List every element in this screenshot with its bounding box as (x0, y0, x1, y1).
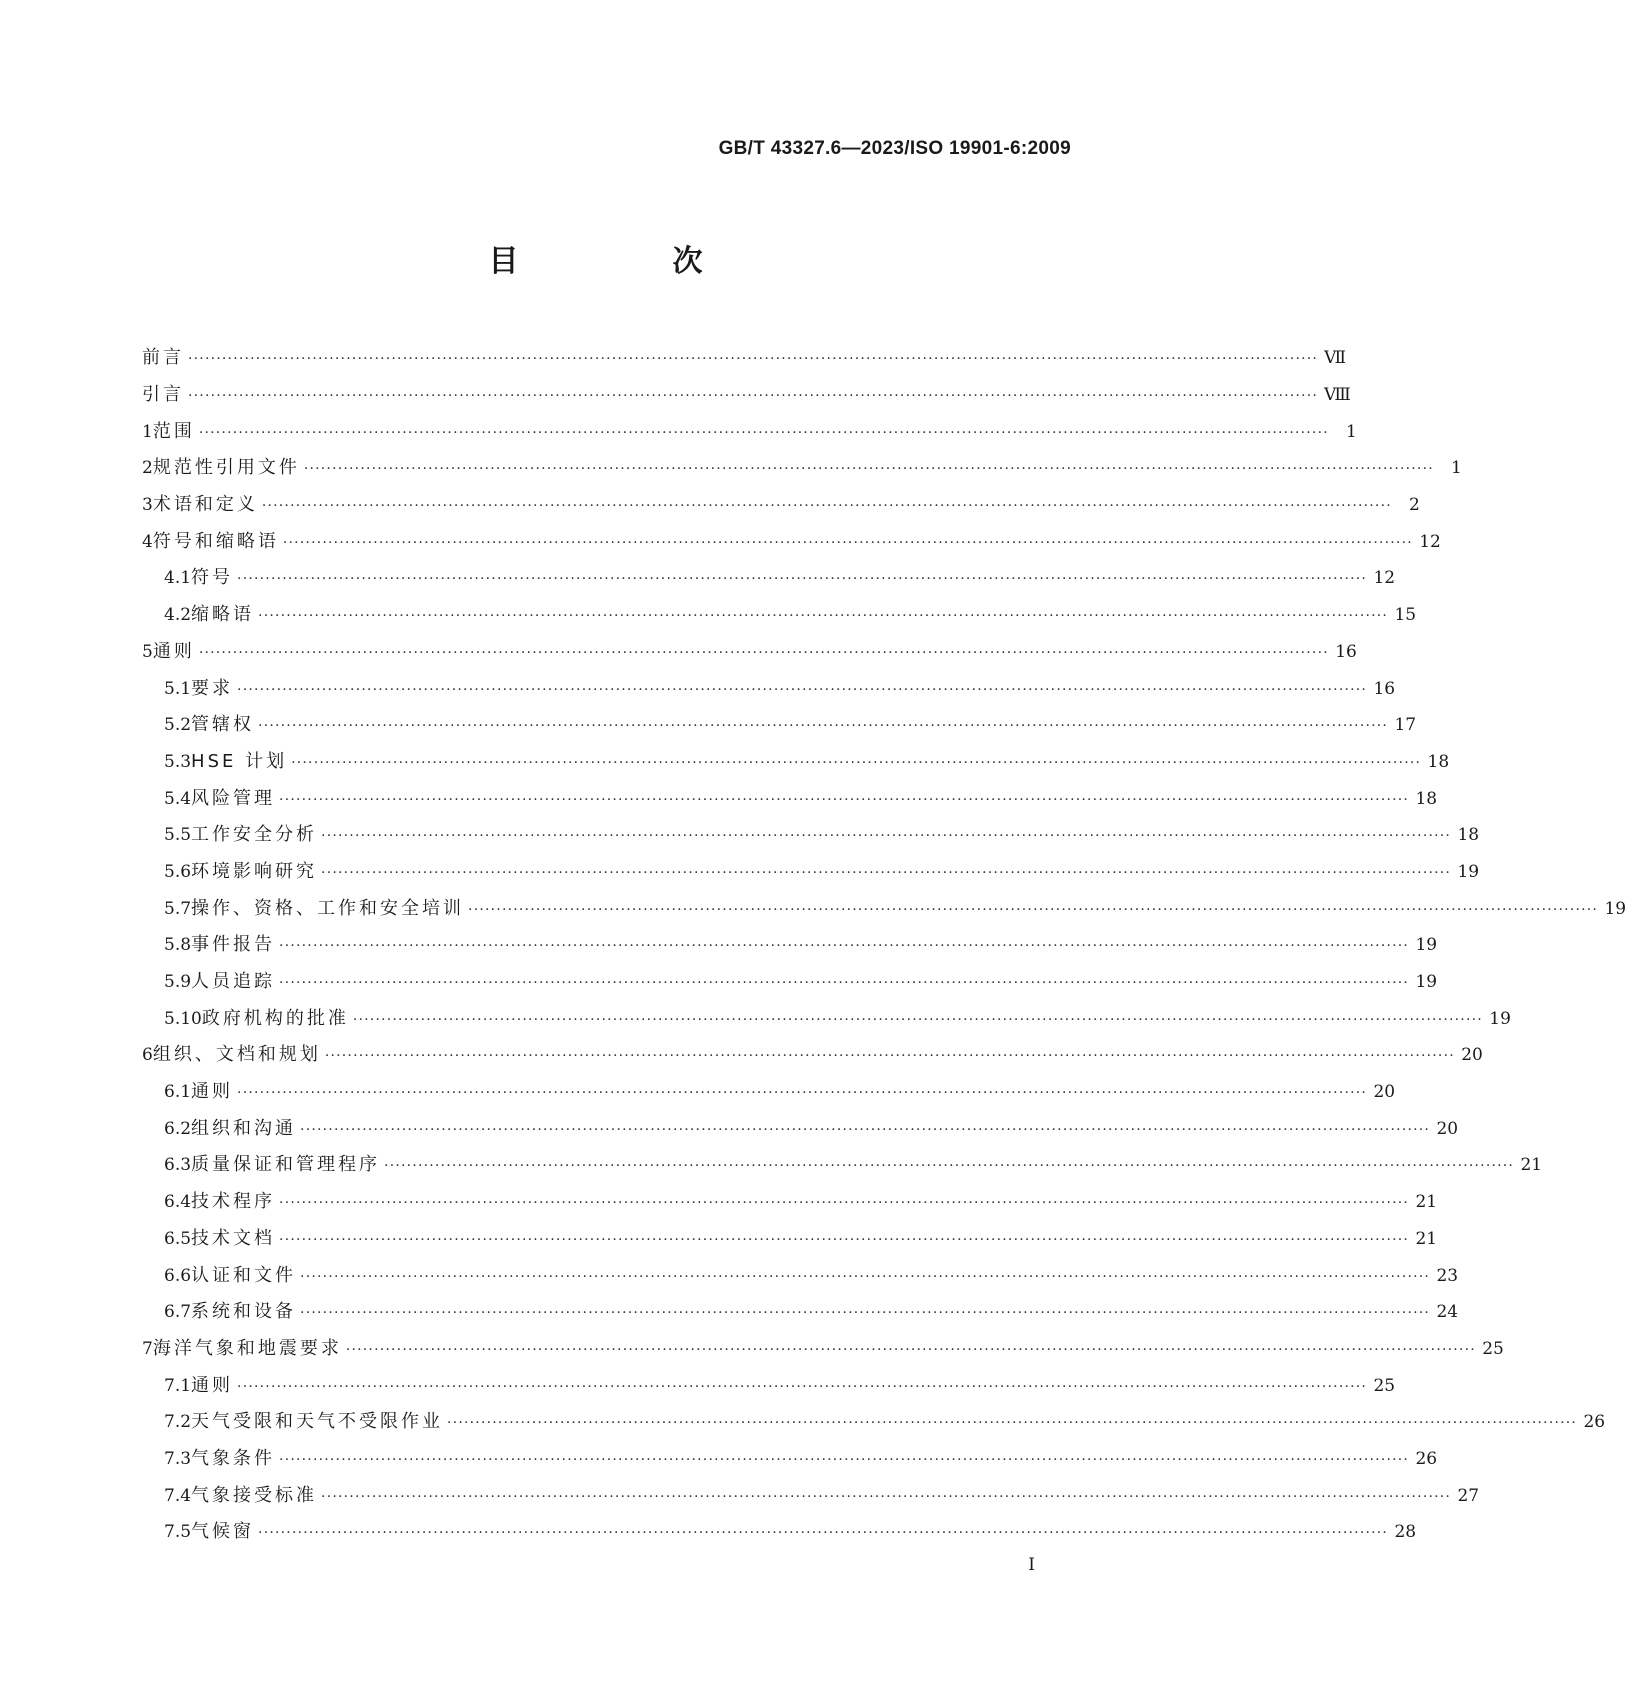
toc-entry-label: 要求 (191, 677, 234, 699)
toc-dot-leader: ········································································································································································································ (447, 1415, 1578, 1432)
toc-dot-leader: ········································································································································································································ (300, 1305, 1431, 1322)
toc-dot-leader: ········································································································································································································ (300, 1121, 1431, 1138)
toc-entry-page: Ⅷ (1324, 385, 1351, 406)
toc-entry-number: 5.8 (164, 935, 192, 956)
toc-entry-number: 6.7 (164, 1302, 192, 1323)
toc-entry-label: 气象接受标准 (191, 1484, 318, 1506)
toc-entry[interactable] (142, 377, 1351, 414)
toc-entry[interactable] (142, 780, 1438, 817)
toc-entry[interactable] (142, 1110, 1459, 1147)
toc-entry-label: 技术文档 (191, 1227, 276, 1249)
toc-entry-number: 6.1 (164, 1082, 192, 1103)
toc-dot-leader: ········································································································································································································ (384, 1158, 1515, 1175)
toc-entry-number: 5.4 (164, 788, 192, 809)
toc-dot-leader: ········································································································································································································ (345, 1341, 1476, 1358)
toc-entry[interactable] (142, 597, 1417, 634)
toc-entry-page: 25 (1373, 1375, 1396, 1396)
toc-entry-page: 23 (1436, 1265, 1459, 1286)
toc-dot-leader: ········································································································································································································ (282, 534, 1413, 551)
toc-entry-page: 27 (1457, 1485, 1480, 1506)
toc-entry-page: 19 (1489, 1008, 1511, 1029)
toc-entry-label: 符号 (191, 567, 234, 589)
toc-entry-label: 质量保证和管理程序 (191, 1154, 381, 1176)
toc-entry-page: 25 (1482, 1338, 1504, 1359)
toc-entry[interactable] (142, 560, 1396, 597)
toc-entry-number: 7.3 (164, 1448, 192, 1469)
toc-entry-label: 通则 (191, 1081, 234, 1103)
toc-entry-label: 政府机构的批准 (201, 1007, 349, 1029)
toc-entry-page: 16 (1373, 678, 1396, 699)
toc-entry-page: 18 (1457, 825, 1480, 846)
toc-entry-page: 28 (1394, 1522, 1417, 1543)
toc-entry[interactable] (142, 707, 1417, 744)
toc-entry-number: 5.6 (164, 861, 192, 882)
toc-entry-page: 19 (1457, 861, 1480, 882)
toc-entry-label: 规范性引用文件 (152, 457, 300, 479)
toc-entry-label: 通则 (152, 640, 195, 662)
standard-code: GB/T 43327.6—2023/ISO 19901-6:2009 (718, 138, 1071, 159)
toc-dot-leader: ········································································································································································································ (303, 461, 1434, 478)
toc-entry-label: 海洋气象和地震要求 (152, 1337, 342, 1359)
toc-entry[interactable] (142, 450, 1462, 487)
toc-entry-label: 通则 (191, 1374, 234, 1396)
toc-entry-label: 操作、资格、工作和安全培训 (191, 897, 465, 919)
toc-entry[interactable] (142, 523, 1441, 560)
toc-dot-leader: ········································································································································································································ (324, 1048, 1455, 1065)
toc-dot-leader: ········································································································································································································ (258, 1525, 1389, 1542)
toc-dot-leader: ········································································································································································································ (198, 424, 1329, 441)
toc-entry[interactable] (142, 1257, 1459, 1294)
toc-entry-number: 6 (142, 1045, 153, 1066)
toc-dot-leader: ········································································································································································································ (352, 1011, 1483, 1028)
toc-entry-label: 引言 (142, 384, 184, 406)
toc-dot-leader: ········································································································································································································ (198, 644, 1329, 661)
toc-entry-page: 18 (1427, 751, 1450, 772)
toc-entry-number: 6.3 (164, 1155, 192, 1176)
toc-entry-label: 风险管理 (191, 787, 276, 809)
toc-entry-label: 天气受限和天气不受限作业 (191, 1411, 444, 1433)
toc-entry-number: 4 (142, 531, 153, 552)
toc-entry-page: 16 (1335, 641, 1357, 662)
toc-entry-page: 19 (1415, 972, 1438, 993)
toc-entry[interactable] (142, 927, 1438, 964)
toc-entry-page: 21 (1415, 1228, 1438, 1249)
toc-entry[interactable] (142, 1367, 1396, 1404)
toc-entry[interactable] (142, 413, 1357, 450)
toc-dot-leader: ········································································································································································································ (300, 1268, 1431, 1285)
toc-entry-number: 3 (142, 495, 153, 516)
toc-entry-page: 21 (1520, 1155, 1543, 1176)
toc-entry-page: 18 (1415, 788, 1438, 809)
toc-entry-label: 前言 (142, 347, 184, 369)
toc-dot-leader: ········································································································································································································ (321, 1488, 1452, 1505)
toc-entry-number: 6.2 (164, 1118, 192, 1139)
toc-entry-number: 7.2 (164, 1412, 192, 1433)
toc-entry-label: 事件报告 (191, 934, 276, 956)
toc-entry-page: 20 (1373, 1082, 1396, 1103)
toc-entry-label: 环境影响研究 (191, 860, 318, 882)
toc-entry-number: 5.2 (164, 715, 192, 736)
toc-entry-page: 19 (1415, 935, 1438, 956)
toc-entry[interactable] (142, 1037, 1483, 1074)
toc-dot-leader: ········································································································································································································ (188, 388, 1319, 405)
toc-entry-label: 气候窗 (191, 1521, 255, 1543)
toc-entry-label: 气象条件 (191, 1447, 276, 1469)
toc-entry-page: 17 (1394, 715, 1417, 736)
toc-entry-page: 1 (1346, 421, 1357, 442)
toc-entry-label: 技术程序 (191, 1191, 276, 1213)
toc-entry[interactable] (142, 1404, 1606, 1441)
toc-entry-number: 6.5 (164, 1228, 192, 1249)
toc-entry-number: 5.7 (164, 898, 192, 919)
toc-entry[interactable] (142, 634, 1357, 671)
toc-entry-label: 组织、文档和规划 (152, 1044, 321, 1066)
toc-dot-leader: ········································································································································································································ (321, 828, 1452, 845)
toc-entry-number: 7.5 (164, 1522, 192, 1543)
toc-entry-label: 系统和设备 (191, 1301, 297, 1323)
toc-dot-leader: ········································································································································································································ (279, 975, 1410, 992)
toc-entry-page: 1 (1451, 458, 1462, 479)
toc-entry[interactable] (142, 1147, 1543, 1184)
toc-entry[interactable] (142, 890, 1626, 927)
toc-entry-page: 19 (1604, 898, 1626, 919)
toc-entry-label: 范围 (152, 420, 195, 442)
toc-entry[interactable] (142, 1441, 1438, 1478)
toc-entry-page: 20 (1461, 1045, 1483, 1066)
table-of-contents (142, 340, 1626, 1551)
toc-entry-label: 符号和缩略语 (152, 530, 279, 552)
toc-dot-leader: ········································································································································································································ (279, 791, 1410, 808)
toc-dot-leader: ········································································································································································································ (468, 901, 1599, 918)
toc-dot-leader: ········································································································································································································ (237, 571, 1368, 588)
toc-entry-number: 7 (142, 1338, 153, 1359)
toc-entry[interactable] (142, 744, 1450, 781)
toc-entry-number: 6.4 (164, 1192, 192, 1213)
toc-entry-number: 5.3 (164, 751, 192, 772)
toc-dot-leader: ········································································································································································································ (279, 1195, 1410, 1212)
toc-entry[interactable] (142, 817, 1480, 854)
toc-entry-page: 20 (1436, 1118, 1459, 1139)
toc-dot-leader: ········································································································································································································ (279, 1451, 1410, 1468)
toc-entry[interactable] (142, 340, 1347, 377)
toc-dot-leader: ········································································································································································································ (188, 351, 1319, 368)
toc-dot-leader: ········································································································································································································ (279, 938, 1410, 955)
toc-entry-number: 5.1 (164, 678, 192, 699)
toc-entry-page: 26 (1415, 1448, 1438, 1469)
toc-entry[interactable] (142, 964, 1438, 1001)
toc-dot-leader: ········································································································································································································ (237, 681, 1368, 698)
toc-entry-number: 6.6 (164, 1265, 192, 1286)
toc-entry-label: 缩略语 (191, 604, 255, 626)
toc-entry-label: 管辖权 (191, 714, 255, 736)
toc-entry-number: 7.4 (164, 1485, 192, 1506)
toc-entry[interactable] (142, 1477, 1480, 1514)
toc-entry[interactable] (142, 670, 1396, 707)
toc-dot-leader: ········································································································································································································ (258, 608, 1389, 625)
toc-entry[interactable] (142, 1331, 1504, 1368)
toc-entry-number: 4.2 (164, 605, 192, 626)
toc-entry[interactable] (142, 1000, 1511, 1037)
toc-entry-number: 5 (142, 641, 153, 662)
toc-entry-label: 组织和沟通 (191, 1117, 297, 1139)
toc-entry-page: 21 (1415, 1192, 1438, 1213)
toc-entry-number: 4.1 (164, 568, 192, 589)
toc-entry[interactable] (142, 1221, 1438, 1258)
toc-dot-leader: ········································································································································································································ (279, 1231, 1410, 1248)
toc-entry-number: 1 (142, 421, 153, 442)
toc-entry-page: 12 (1373, 568, 1396, 589)
toc-dot-leader: ········································································································································································································ (258, 718, 1389, 735)
toc-entry-page: 26 (1583, 1412, 1606, 1433)
toc-entry-page: 15 (1394, 605, 1417, 626)
page-number: I (1028, 1555, 1035, 1575)
toc-entry[interactable] (142, 1514, 1417, 1551)
toc-entry-number: 5.5 (164, 825, 192, 846)
toc-entry-page: Ⅶ (1324, 348, 1347, 369)
toc-entry-label: 工作安全分析 (191, 824, 318, 846)
page-title: 目 次 (488, 244, 765, 279)
toc-entry-page: 12 (1419, 531, 1441, 552)
toc-entry-number: 5.10 (164, 1008, 202, 1029)
toc-entry[interactable] (142, 1184, 1438, 1221)
toc-entry-label: 术语和定义 (152, 494, 258, 516)
toc-dot-leader: ········································································································································································································ (261, 498, 1392, 515)
toc-entry-page: 24 (1436, 1302, 1459, 1323)
toc-dot-leader: ········································································································································································································ (237, 1085, 1368, 1102)
toc-entry-number: 5.9 (164, 972, 192, 993)
toc-entry-label: HSE 计划 (191, 750, 288, 772)
toc-entry[interactable] (142, 1294, 1459, 1331)
toc-entry-number: 7.1 (164, 1375, 192, 1396)
toc-entry[interactable] (142, 854, 1480, 891)
toc-entry[interactable] (142, 487, 1420, 524)
toc-entry-label: 认证和文件 (191, 1264, 297, 1286)
toc-entry-label: 人员追踪 (191, 971, 276, 993)
toc-dot-leader: ········································································································································································································ (291, 754, 1422, 771)
toc-dot-leader: ········································································································································································································ (237, 1378, 1368, 1395)
toc-entry-page: 2 (1409, 495, 1420, 516)
toc-entry-number: 2 (142, 458, 153, 479)
toc-entry[interactable] (142, 1074, 1396, 1111)
toc-dot-leader: ········································································································································································································ (321, 864, 1452, 881)
